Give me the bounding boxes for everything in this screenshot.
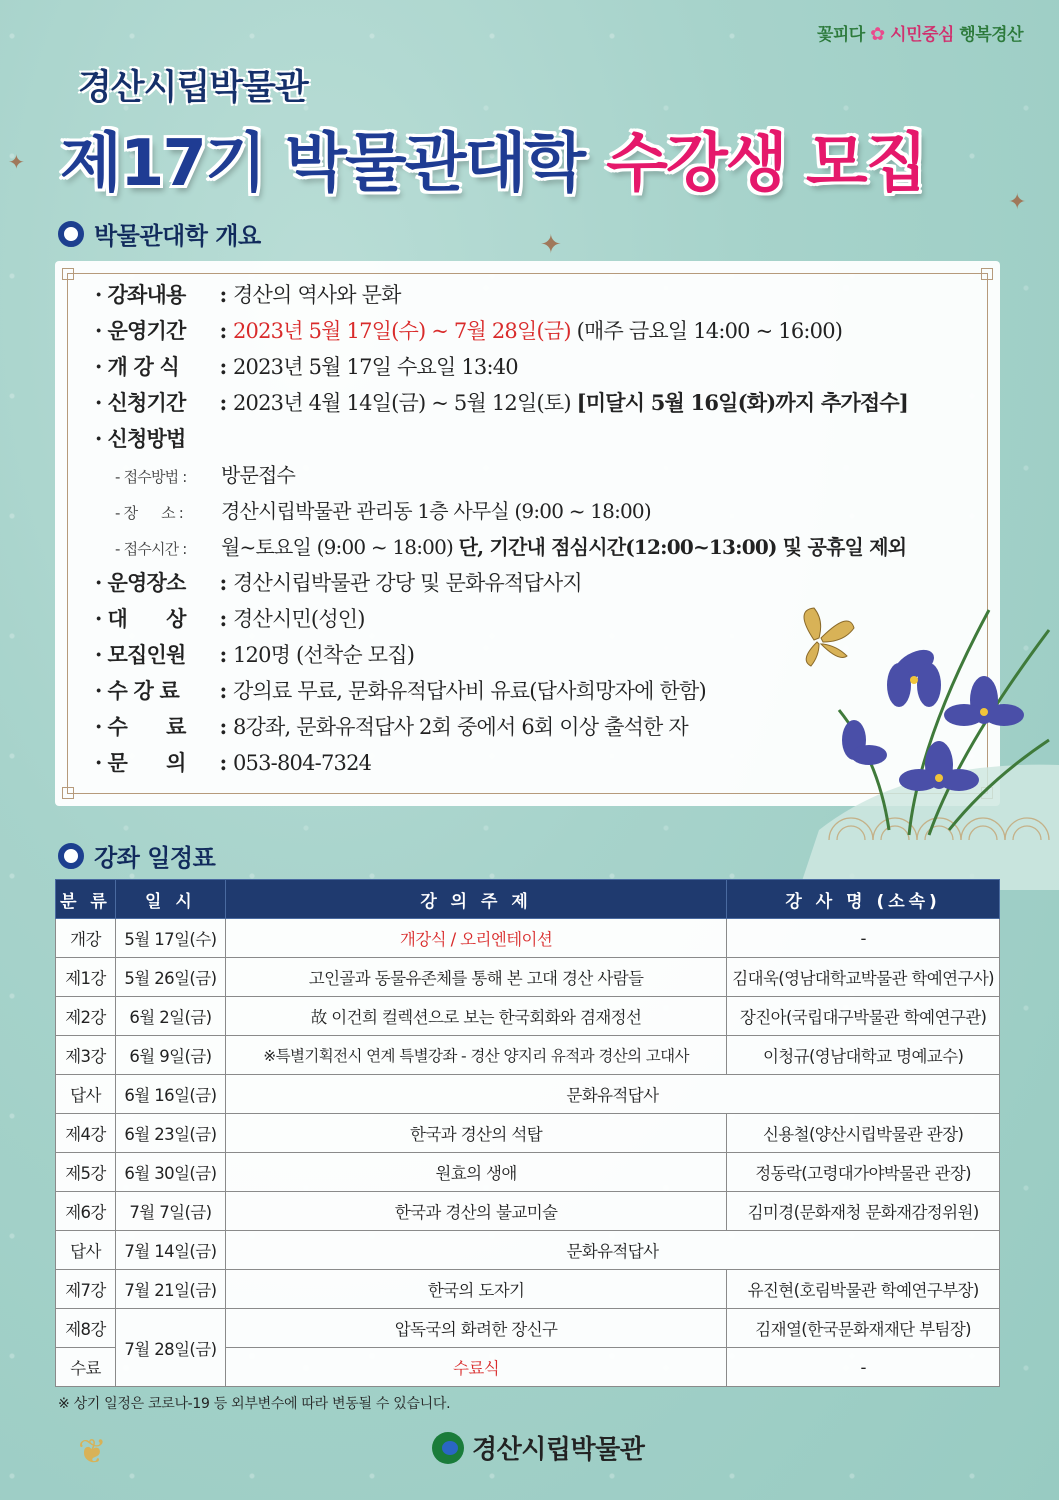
table-header-row [56,880,1000,919]
title-main: 제17기 박물관대학 [60,127,585,201]
category-cell: 제1강 [56,958,116,997]
lecturer-cell: 김대욱(영남대학교박물관 학예연구사) [727,958,1000,997]
item-value: (매주 금요일 14:00 ~ 16:00) [576,319,843,343]
category-cell: 제3강 [56,1036,116,1075]
table-row [56,997,1000,1036]
topic-cell: 한국과 경산의 불교미술 [225,1192,726,1231]
sparkle-icon: ✦ [540,230,562,260]
category-cell: 답사 [56,1075,116,1114]
slogan-part2: 시민중심 [890,25,954,45]
overview-item: · 개 강 식 : 2023년 5월 17일 수요일 13:40 [95,349,980,385]
overview-item: · 운영기간 : 2023년 5월 17일(수) ~ 7월 28일(금) (매주 금요일 14:00 ~ 16:00) [95,313,980,349]
item-label: 모집인원 [107,643,186,667]
iris-flower-illustration [759,590,1059,890]
lecturer-cell: 김미경(문화재청 문화재감정위원) [727,1192,1000,1231]
category-cell: 제6강 [56,1192,116,1231]
flower-icon: ✿ [870,24,885,45]
column-header: 강 사 명 (소속) [727,880,1000,919]
topic-cell: 문화유적답사 [225,1231,999,1270]
footer-org-name: 경산시립박물관 [472,1435,645,1465]
item-value: 120명 (선착순 모집) [232,643,415,667]
subitem-value: 경산시립박물관 관리동 1층 사무실 (9:00 ~ 18:00) [221,499,651,523]
subitem-label: - 접수방법 : [115,468,187,486]
topic-cell: 故 이건희 컬렉션으로 보는 한국회화와 겸재정선 [225,997,726,1036]
date-cell: 7월 7일(금) [115,1192,225,1231]
date-cell: 6월 16일(금) [115,1075,225,1114]
category-cell: 제5강 [56,1153,116,1192]
schedule-heading-text: 강좌 일정표 [94,844,216,872]
topic-cell: 압독국의 화려한 장신구 [225,1309,726,1348]
topic-cell: 개강식 / 오리엔테이션 [225,919,726,958]
lecturer-cell: 정동락(고령대가야박물관 관장) [727,1153,1000,1192]
item-value: 8강좌, 문화유적답사 2회 중에서 6회 이상 출석한 자 [232,715,688,739]
topic-cell: 한국의 도자기 [225,1270,726,1309]
table-row [56,1192,1000,1231]
item-label: 수 료 [107,715,186,739]
overview-subitem [95,457,980,493]
item-value: 경산시립박물관 강당 및 문화유적답사지 [232,571,582,595]
column-header: 분 류 [56,880,116,919]
table-row [56,1231,1000,1270]
lecturer-cell: 유진현(호림박물관 학예연구부장) [727,1270,1000,1309]
lecturer-cell: 신용철(양산시립박물관 관장) [727,1114,1000,1153]
footer-logo [432,1429,644,1466]
topic-cell: 고인골과 동물유존체를 통해 본 고대 경산 사람들 [225,958,726,997]
date-cell: 6월 30일(금) [115,1153,225,1192]
item-label: 운영장소 [107,571,186,595]
page-title [60,112,926,204]
table-row [56,1036,1000,1075]
overview-subitem [95,493,980,529]
subitem-value: 방문접수 [221,463,296,487]
item-label: 대 상 [107,607,186,631]
date-cell: 7월 28일(금) [115,1309,225,1387]
subitem-label: - 장 소 : [115,504,183,522]
item-value: 053-804-7324 [232,751,372,775]
item-value: 2023년 4월 14일(금) ~ 5월 12일(토) [232,391,571,415]
topic-cell: 문화유적답사 [225,1075,999,1114]
date-cell: 6월 23일(금) [115,1114,225,1153]
overview-item: · 수 강 료 : 강의료 무료, 문화유적답사비 유료(답사희망자에 한함) [95,673,980,709]
date-cell: 6월 9일(금) [115,1036,225,1075]
date-cell: 5월 17일(수) [115,919,225,958]
subitem-value-bold: 단, 기간내 점심시간(12:00~13:00) 및 공휴일 제외 [458,535,907,559]
category-cell: 개강 [56,919,116,958]
item-label: 문 의 [107,751,186,775]
slogan-part1: 꽃피다 [816,25,865,45]
overview-item: · 운영장소 : 경산시립박물관 강당 및 문화유적답사지 [95,565,980,601]
museum-subtitle: 경산시립박물관 [78,68,308,108]
topic-cell: 원효의 생애 [225,1153,726,1192]
lecturer-cell: 장진아(국립대구박물관 학예연구관) [727,997,1000,1036]
item-label: 운영기간 [107,319,186,343]
category-cell: 제2강 [56,997,116,1036]
item-value: 강의료 무료, 문화유적답사비 유료(답사희망자에 한함) [232,679,706,703]
title-accent: 수강생 모집 [606,127,926,201]
column-header: 일 시 [115,880,225,919]
overview-item: · 대 상 : 경산시민(성인) [95,601,980,637]
table-row [56,958,1000,997]
slogan-part3: 행복경산 [959,25,1023,45]
overview-item: · 신청방법 [95,421,980,457]
lecturer-cell: 김재열(한국문화재재단 부팀장) [727,1309,1000,1348]
sparkle-icon: ✦ [8,150,25,174]
frame-corner [981,268,993,280]
table-row [56,1114,1000,1153]
date-cell: 5월 26일(금) [115,958,225,997]
item-label: 신청기간 [107,391,186,415]
item-label: 신청방법 [107,427,186,451]
circle-bullet-icon [58,221,84,247]
item-value-red: 2023년 5월 17일(수) ~ 7월 28일(금) [232,319,571,343]
category-cell: 제4강 [56,1114,116,1153]
date-cell: 7월 14일(금) [115,1231,225,1270]
item-label: 수 강 료 [107,679,179,703]
category-cell: 수료 [56,1348,116,1387]
column-header: 강 의 주 제 [225,880,726,919]
schedule-table [55,879,1000,1387]
item-value: 경산시민(성인) [232,607,365,631]
overview-heading [58,216,261,251]
subitem-value: 월~토요일 (9:00 ~ 18:00) [221,535,454,559]
subitem-label: - 접수시간 : [115,540,187,558]
overview-item: · 문 의 : 053-804-7324 [95,745,980,781]
topic-cell: 한국과 경산의 석탑 [225,1114,726,1153]
item-label: 개 강 식 [107,355,179,379]
overview-subitem [95,529,980,565]
frame-corner [62,787,74,799]
date-cell: 6월 2일(금) [115,997,225,1036]
circle-bullet-icon [58,843,84,869]
lecturer-cell: 이청규(영남대학교 명예교수) [727,1036,1000,1075]
overview-item: · 강좌내용 : 경산의 역사와 문화 [95,277,980,313]
city-slogan [817,20,1023,45]
table-row [56,1270,1000,1309]
sparkle-icon: ✦ [1008,190,1027,215]
overview-item: · 수 료 : 8강좌, 문화유적답사 2회 중에서 6회 이상 출석한 자 [95,709,980,745]
topic-cell: ※특별기획전시 연계 특별강좌 - 경산 양지리 유적과 경산의 고대사 [225,1036,726,1075]
overview-item: · 모집인원 : 120명 (선착순 모집) [95,637,980,673]
lecturer-cell: - [727,1348,1000,1387]
topic-cell: 수료식 [225,1348,726,1387]
table-row [56,1309,1000,1348]
frame-corner [62,268,74,280]
table-row [56,919,1000,958]
item-value: 경산의 역사와 문화 [232,283,401,307]
schedule-heading [58,838,215,873]
lecturer-cell: - [727,919,1000,958]
item-value-bold: [미달시 5월 16일(화)까지 추가접수] [576,390,908,415]
item-label: 강좌내용 [107,283,186,307]
category-cell: 제8강 [56,1309,116,1348]
item-value: 2023년 5월 17일 수요일 13:40 [232,355,518,379]
category-cell: 제7강 [56,1270,116,1309]
overview-item: · 신청기간 : 2023년 4월 14일(금) ~ 5월 12일(토) [미달시 5월 16일(화)까지 추가접수] [95,385,980,421]
schedule-note: ※ 상기 일정은 코로나-19 등 외부변수에 따라 변동될 수 있습니다. [58,1396,451,1412]
butterfly-icon: ❦ [78,1432,107,1472]
table-row [56,1075,1000,1114]
museum-logo-icon [432,1432,464,1464]
overview-heading-text: 박물관대학 개요 [94,222,261,250]
category-cell: 답사 [56,1231,116,1270]
table-row [56,1153,1000,1192]
date-cell: 7월 21일(금) [115,1270,225,1309]
